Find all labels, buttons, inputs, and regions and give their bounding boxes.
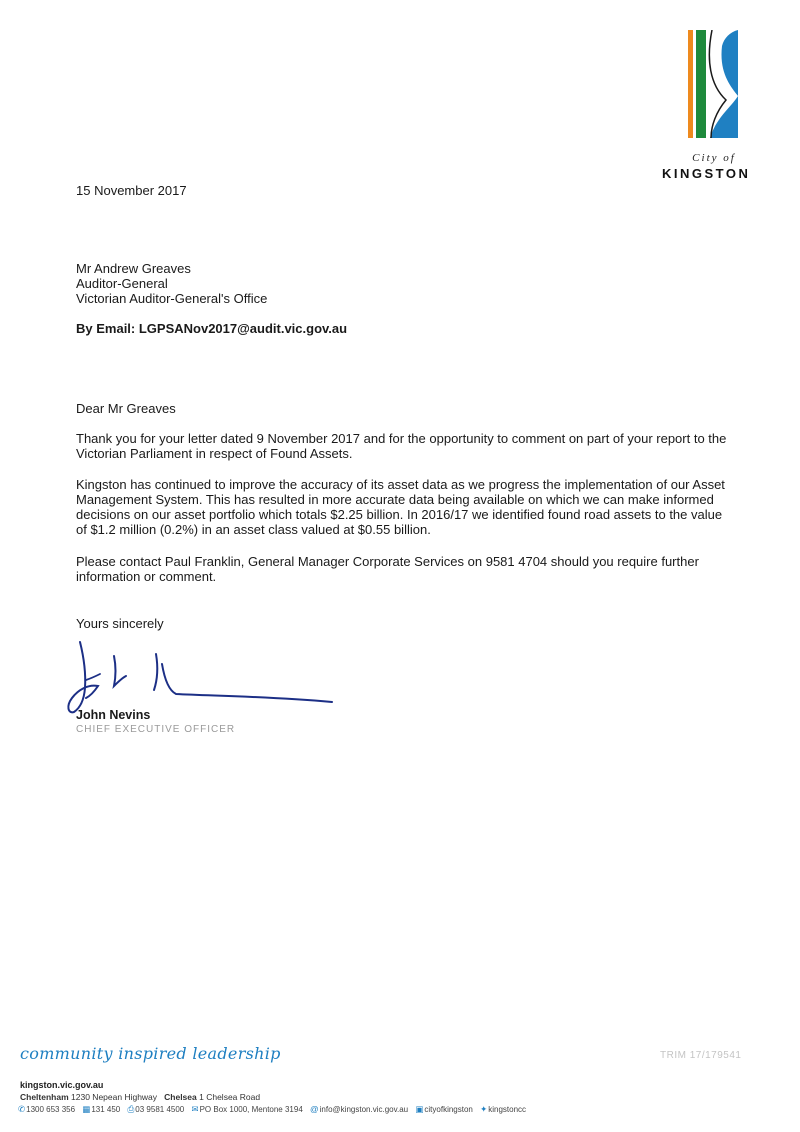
- footer-website: kingston.vic.gov.au: [20, 1080, 104, 1090]
- closing: Yours sincerely: [76, 616, 164, 631]
- footer-tagline: community inspired leadership: [20, 1044, 281, 1063]
- recipient-office: Victorian Auditor-General's Office: [76, 291, 268, 306]
- address-2-label: Chelsea: [164, 1092, 197, 1102]
- mail-box-icon: ✉: [191, 1104, 199, 1114]
- signer-name: John Nevins: [76, 708, 151, 722]
- footer-po-box: PO Box 1000, Mentone 3194: [199, 1105, 303, 1114]
- recipient-address: [76, 261, 267, 306]
- address-1: 1230 Nepean Highway: [71, 1092, 158, 1102]
- address-2: 1 Chelsea Road: [199, 1092, 261, 1102]
- signer-title: CHIEF EXECUTIVE OFFICER: [76, 724, 236, 735]
- email-icon: @: [310, 1104, 319, 1114]
- salutation: Dear Mr Greaves: [76, 401, 176, 416]
- footer-contacts: [18, 1104, 526, 1115]
- body-paragraph-1: Thank you for your letter dated 9 November 2017 and for the opportunity to comment on part of your report to the Victorian Parliament in respect of Found Assets.: [76, 431, 727, 461]
- footer-tty: 131 450: [91, 1105, 121, 1114]
- letterhead-city-of: City of: [692, 152, 736, 164]
- twitter-icon: ✦: [480, 1104, 488, 1114]
- letterhead-org-name: KINGSTON: [662, 166, 751, 181]
- footer-phone: 1300 653 356: [26, 1105, 76, 1114]
- recipient-name: Mr Andrew Greaves: [76, 261, 191, 276]
- body-paragraph-2: Kingston has continued to improve the accuracy of its asset data as we progress the implementation of our Asset Management System. This has resulted in more accurate data being available on which we can make informed decisions on our asset portfolio which totals $2.25 billion. In 2016/17 we identified found road assets to the value of $1.2 million (0.2%) in an asset class valued at $0.55 billion.: [76, 477, 725, 537]
- tty-icon: ▦: [82, 1104, 91, 1114]
- recipient-title: Auditor-General: [76, 276, 168, 291]
- kingston-logo-icon: [686, 30, 742, 142]
- footer-addresses: [20, 1092, 260, 1102]
- footer-facebook: cityofkingston: [424, 1105, 473, 1114]
- address-1-label: Cheltenham: [20, 1092, 69, 1102]
- fax-icon: ⎙: [127, 1104, 135, 1114]
- footer-email: info@kingston.vic.gov.au: [319, 1105, 409, 1114]
- trim-reference: TRIM 17/179541: [660, 1050, 742, 1061]
- by-email-line: By Email: LGPSANov2017@audit.vic.gov.au: [76, 321, 348, 336]
- footer-twitter: kingstoncc: [488, 1105, 527, 1114]
- letter-date: 15 November 2017: [76, 183, 187, 198]
- body-paragraph-3: Please contact Paul Franklin, General Manager Corporate Services on 9581 4704 should you require further information or comment.: [76, 554, 699, 584]
- facebook-icon: ▣: [415, 1104, 424, 1114]
- phone-icon: ✆: [18, 1104, 26, 1114]
- footer-fax: 03 9581 4500: [135, 1105, 185, 1114]
